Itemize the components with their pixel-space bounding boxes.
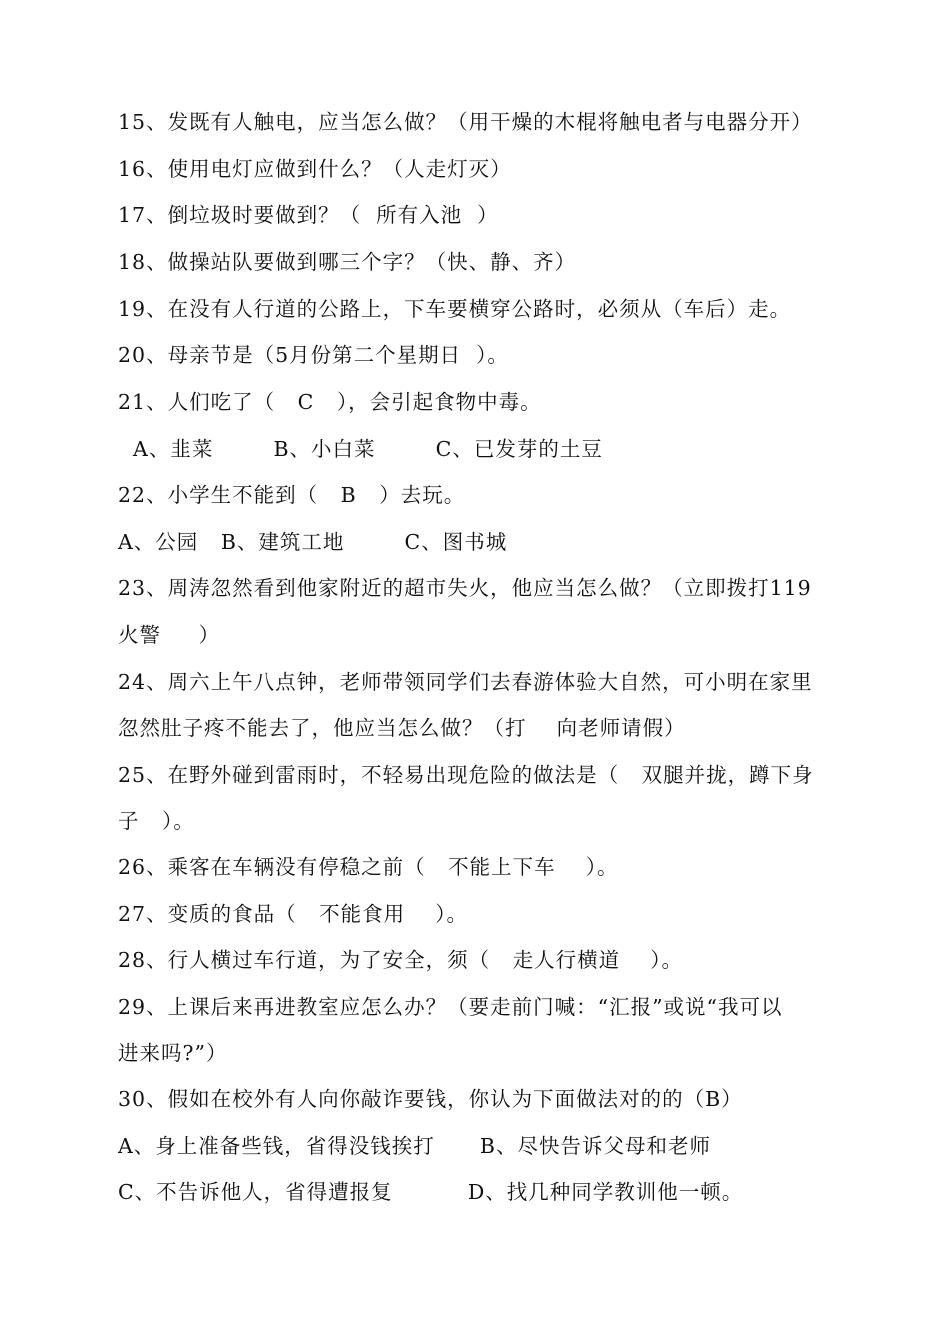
- question-30-options-cd: C、不告诉他人，省得遭报复 D、找几种同学教训他一顿。: [118, 1180, 744, 1204]
- question-22: 22、小学生不能到（ B ）去玩。: [118, 483, 466, 507]
- question-16: 16、使用电灯应做到什么？（人走灯灭）: [118, 157, 512, 181]
- question-18: 18、做操站队要做到哪三个字？（快、静、齐）: [118, 250, 577, 274]
- question-27: 27、变质的食品（ 不能食用 ）。: [118, 902, 468, 926]
- question-23-line-2: 火警 ）: [118, 623, 221, 647]
- question-29-line-1: 29、上课后来再进教室应怎么办？（要走前门喊：“汇报”或说“我可以: [118, 995, 783, 1019]
- question-15: 15、发既有人触电，应当怎么做？（用干燥的木棍将触电者与电器分开）: [118, 110, 813, 134]
- question-21-options: A、韭菜 B、小白菜 C、已发芽的土豆: [118, 437, 603, 461]
- question-20: 20、母亲节是（5月份第二个星期日 ）。: [118, 343, 509, 367]
- question-24-line-2: 忽然肚子疼不能去了，他应当怎么做？（打 向老师请假）: [118, 716, 686, 740]
- question-17: 17、倒垃圾时要做到？（ 所有入池 ）: [118, 203, 499, 227]
- question-26: 26、乘客在车辆没有停稳之前（ 不能上下车 ）。: [118, 855, 619, 879]
- question-25-line-2: 子 ）。: [118, 809, 195, 833]
- question-21: 21、人们吃了（ C ），会引起食物中毒。: [118, 390, 542, 414]
- question-29-line-2: 进来吗?”）: [118, 1041, 228, 1065]
- question-28: 28、行人横过车行道，为了安全，须（ 走人行横道 ）。: [118, 948, 683, 972]
- question-22-options: A、公园 B、建筑工地 C、图书城: [118, 530, 508, 554]
- question-24-line-1: 24、周六上午八点钟，老师带领同学们去春游体验大自然，可小明在家里: [118, 670, 813, 694]
- question-25-line-1: 25、在野外碰到雷雨时，不轻易出现危险的做法是（ 双腿并拢，蹲下身: [118, 763, 814, 787]
- question-19: 19、在没有人行道的公路上，下车要横穿公路时，必须从（车后）走。: [118, 297, 792, 321]
- question-30-options-ab: A、身上准备些钱，省得没钱挨打 B、尽快告诉父母和老师: [118, 1134, 711, 1158]
- question-23-line-1: 23、周涛忽然看到他家附近的超市失火，他应当怎么做？（立即拨打119: [118, 576, 812, 600]
- question-30: 30、假如在校外有人向你敲诈要钱，你认为下面做法对的的（B）: [118, 1087, 743, 1111]
